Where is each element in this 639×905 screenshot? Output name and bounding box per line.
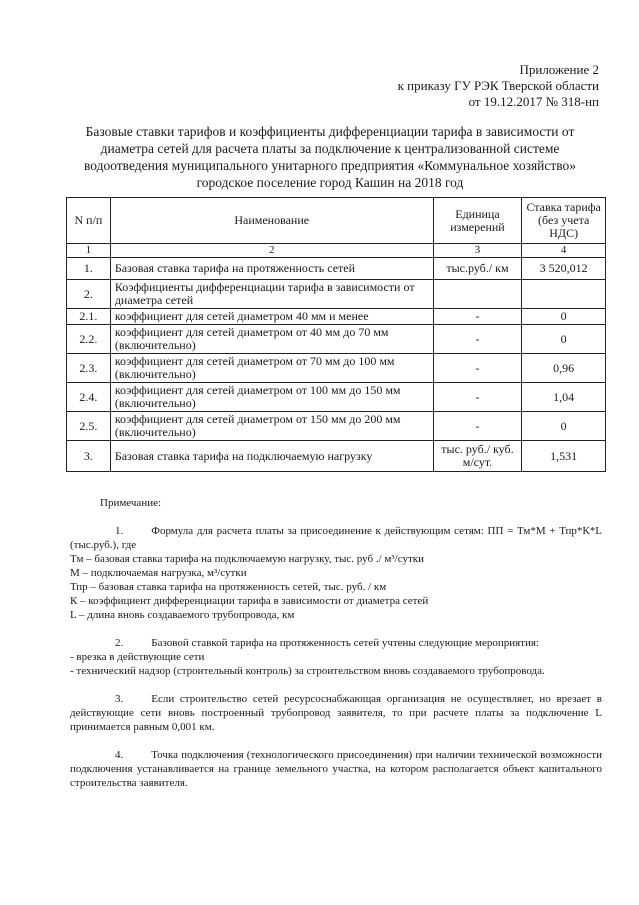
row-name: Базовая ставка тарифа на подключаемую нагрузку: [110, 441, 433, 472]
row-rate: 1,04: [522, 383, 606, 412]
table-index-row: [67, 244, 606, 258]
title-line-1: Базовые ставки тарифов и коэффициенты дифференциации тарифа в зависимости от: [85, 124, 575, 139]
row-name: коэффициент для сетей диаметром от 70 мм до 100 мм (включительно): [110, 354, 433, 383]
row-name: коэффициент для сетей диаметром от 100 мм до 150 мм (включительно): [110, 383, 433, 412]
note-1-number: 1.: [115, 525, 124, 537]
row-unit: -: [433, 412, 522, 441]
definition-item: L – длина вновь создаваемого трубопровода, км: [70, 609, 295, 621]
note-3-number: 3.: [115, 693, 124, 705]
row-num: 2.2.: [67, 325, 111, 354]
definition-item: М – подключаемая нагрузка, м³/сутки: [70, 567, 247, 579]
note-4-text: Точка подключения (технологического присоединения) при наличии технической возможности подключения устанавливается на границе земельного участка, на котором располагается объект капитального строительства заявителя.: [70, 749, 602, 789]
note-3-text: Если строительство сетей ресурсоснабжающая организация не осуществляет, но врезает в действующие сети вновь построенный трубопровод заявителя, то при расчете платы за подключение L принимается равным 0,001 км.: [70, 693, 602, 733]
index-cell: 4: [522, 244, 606, 258]
table-row: [67, 354, 606, 383]
header-num: N п/п: [67, 198, 111, 244]
row-name: коэффициент для сетей диаметром от 150 мм до 200 мм (включительно): [110, 412, 433, 441]
row-unit: -: [433, 309, 522, 325]
row-rate: 0: [522, 309, 606, 325]
note-1: [70, 524, 602, 552]
note-3: [70, 692, 602, 734]
title-line-2: диаметра сетей для расчета платы за подключение к централизованной системе: [100, 141, 560, 156]
row-num: 2.5.: [67, 412, 111, 441]
row-rate: 0,96: [522, 354, 606, 383]
row-name: Коэффициенты дифференциации тарифа в зависимости от диаметра сетей: [110, 280, 433, 309]
table-row: [67, 383, 606, 412]
row-unit: [433, 280, 522, 309]
row-rate: 0: [522, 325, 606, 354]
note-2-text: Базовой ставкой тарифа на протяженность сетей учтены следующие мероприятия:: [151, 637, 539, 649]
note-2: [70, 636, 602, 650]
row-unit: тыс. руб./ куб. м/сут.: [433, 441, 522, 472]
row-rate: [522, 280, 606, 309]
definition-item: Тпр – базовая ставка тарифа на протяженность сетей, тыс. руб. / км: [70, 581, 387, 593]
appendix-line-2: к приказу ГУ РЭК Тверской области: [397, 78, 599, 93]
note-1-text: Формула для расчета платы за присоединение к действующим сетям: ПП = Тм*М + Тпр*К*L (тыс.руб.), где: [70, 525, 602, 551]
header-rate: Ставка тарифа (без учета НДС): [522, 198, 606, 244]
row-unit: -: [433, 325, 522, 354]
appendix-header: [398, 62, 599, 110]
table-row: [67, 280, 606, 309]
row-num: 2.3.: [67, 354, 111, 383]
table-row: [67, 258, 606, 280]
row-unit: тыс.руб./ км: [433, 258, 522, 280]
tariff-table: [66, 197, 606, 472]
row-rate: 1,531: [522, 441, 606, 472]
header-name: Наименование: [110, 198, 433, 244]
row-num: 2.: [67, 280, 111, 309]
measure-item: - врезка в действующие сети: [70, 651, 205, 663]
note-4-number: 4.: [115, 749, 124, 761]
row-name: коэффициент для сетей диаметром от 40 мм до 70 мм (включительно): [110, 325, 433, 354]
table-row: [67, 441, 606, 472]
table-row: [67, 309, 606, 325]
row-unit: -: [433, 354, 522, 383]
row-unit: -: [433, 383, 522, 412]
definition-item: К – коэффициент дифференциации тарифа в зависимости от диаметра сетей: [70, 595, 429, 607]
notes-heading: Примечание:: [100, 497, 162, 509]
table-row: [67, 412, 606, 441]
title-line-3: водоотведения муниципального унитарного предприятия «Коммунальное хозяйство»: [83, 158, 577, 173]
row-num: 1.: [67, 258, 111, 280]
row-num: 2.4.: [67, 383, 111, 412]
row-name: коэффициент для сетей диаметром 40 мм и менее: [110, 309, 433, 325]
index-cell: 3: [433, 244, 522, 258]
header-unit: Единица измерений: [433, 198, 522, 244]
notes-section: [70, 496, 602, 790]
appendix-line-3: от 19.12.2017 № 318-нп: [468, 94, 599, 109]
definition-item: Тм – базовая ставка тарифа на подключаемую нагрузку, тыс. руб ./ м³/сутки: [70, 553, 424, 565]
table-header-row: [67, 198, 606, 244]
row-name: Базовая ставка тарифа на протяженность сетей: [110, 258, 433, 280]
measure-item: - технический надзор (строительный контроль) за строительством вновь создаваемого трубопровода.: [70, 665, 545, 677]
document-title: [70, 123, 590, 191]
row-rate: 0: [522, 412, 606, 441]
note-4: [70, 748, 602, 790]
row-rate: 3 520,012: [522, 258, 606, 280]
row-num: 3.: [67, 441, 111, 472]
row-num: 2.1.: [67, 309, 111, 325]
index-cell: 2: [110, 244, 433, 258]
title-line-4: городское поселение город Кашин на 2018 год: [196, 175, 464, 190]
index-cell: 1: [67, 244, 111, 258]
table-row: [67, 325, 606, 354]
appendix-line-1: Приложение 2: [519, 62, 599, 77]
note-2-number: 2.: [115, 637, 124, 649]
